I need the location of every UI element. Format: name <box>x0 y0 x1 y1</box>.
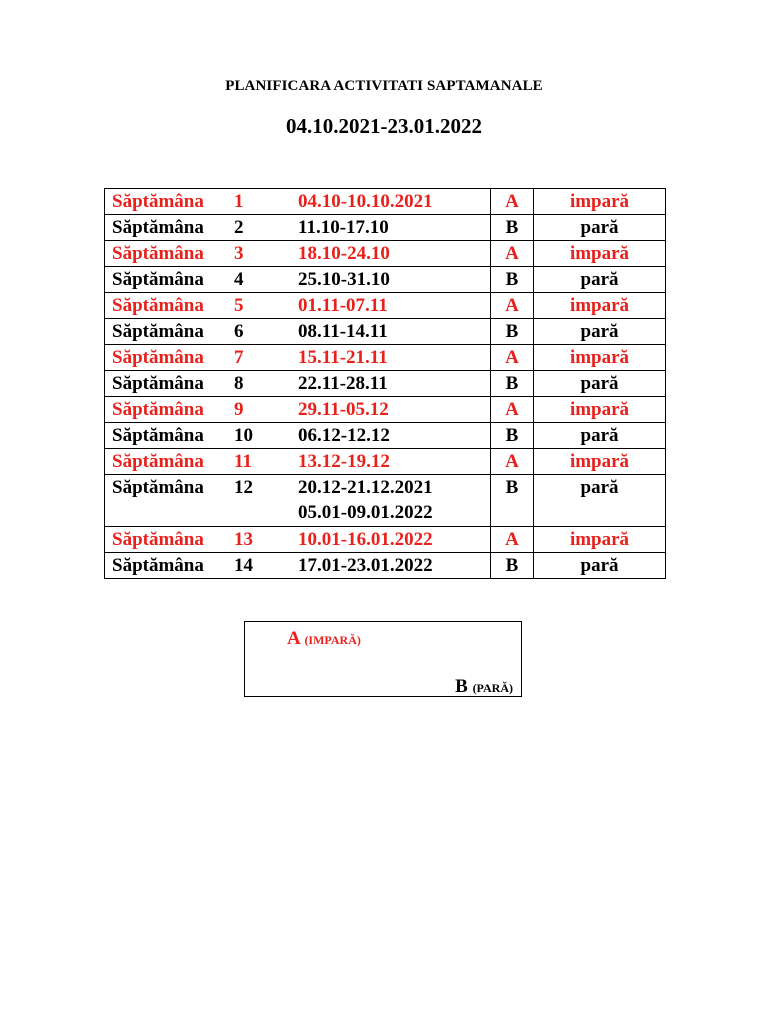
table-row <box>105 319 666 345</box>
week-letter: B <box>491 267 534 293</box>
week-parity: pară <box>534 319 666 345</box>
week-dates <box>298 293 388 318</box>
week-dates <box>298 189 433 214</box>
legend-box <box>244 621 522 697</box>
week-parity: pară <box>534 475 666 527</box>
week-letter: B <box>491 553 534 579</box>
legend-a <box>287 628 361 650</box>
week-dates <box>298 215 389 240</box>
table-row <box>105 423 666 449</box>
week-number: 13 <box>234 529 253 550</box>
week-cell <box>105 345 491 371</box>
week-label: Săptămâna <box>112 347 204 368</box>
week-dates-line: 20.12-21.12.2021 <box>298 477 433 498</box>
week-label: Săptămâna <box>112 191 204 212</box>
week-letter: A <box>491 241 534 267</box>
week-dates-line: 06.12-12.12 <box>298 425 390 446</box>
week-letter: A <box>491 397 534 423</box>
week-label: Săptămâna <box>112 243 204 264</box>
weeks-table-body <box>105 189 666 579</box>
week-number: 14 <box>234 555 253 576</box>
week-letter: A <box>491 189 534 215</box>
week-dates-line: 15.11-21.11 <box>298 347 388 368</box>
period-subtitle: 04.10.2021-23.01.2022 <box>286 114 482 138</box>
week-number: 12 <box>234 477 253 498</box>
week-dates <box>298 241 390 266</box>
legend-b <box>455 676 513 698</box>
week-dates <box>298 527 433 552</box>
week-letter: A <box>491 449 534 475</box>
table-row <box>105 527 666 553</box>
week-label: Săptămâna <box>112 217 204 238</box>
week-number: 3 <box>234 243 244 264</box>
week-parity: impară <box>534 397 666 423</box>
week-number: 6 <box>234 321 244 342</box>
table-row <box>105 215 666 241</box>
week-cell <box>105 267 491 293</box>
week-dates <box>298 267 390 292</box>
week-dates-line: 29.11-05.12 <box>298 399 389 420</box>
week-dates <box>298 449 390 474</box>
week-dates <box>298 319 388 344</box>
week-parity: impară <box>534 345 666 371</box>
week-cell <box>105 215 491 241</box>
legend-b-text: (PARĂ) <box>472 681 513 695</box>
week-cell <box>105 241 491 267</box>
week-number: 1 <box>234 191 244 212</box>
week-dates <box>298 371 388 396</box>
week-letter: B <box>491 319 534 345</box>
week-cell <box>105 553 491 579</box>
week-dates-line: 08.11-14.11 <box>298 321 388 342</box>
legend-b-letter: B <box>455 676 468 697</box>
week-dates-line: 17.01-23.01.2022 <box>298 555 433 576</box>
week-number: 11 <box>234 451 252 472</box>
table-row <box>105 371 666 397</box>
week-letter: B <box>491 423 534 449</box>
week-label: Săptămâna <box>112 425 204 446</box>
week-dates-line: 25.10-31.10 <box>298 269 390 290</box>
week-label: Săptămâna <box>112 399 204 420</box>
week-label: Săptămâna <box>112 555 204 576</box>
week-letter: A <box>491 345 534 371</box>
week-parity: impară <box>534 189 666 215</box>
legend-a-letter: A <box>287 628 300 649</box>
week-cell <box>105 449 491 475</box>
week-letter: A <box>491 527 534 553</box>
week-number: 7 <box>234 347 244 368</box>
week-label: Săptămâna <box>112 321 204 342</box>
week-parity: pară <box>534 267 666 293</box>
week-label: Săptămâna <box>112 269 204 290</box>
week-cell <box>105 423 491 449</box>
table-row <box>105 189 666 215</box>
week-dates-line: 18.10-24.10 <box>298 243 390 264</box>
table-row <box>105 553 666 579</box>
week-dates-line: 11.10-17.10 <box>298 217 389 238</box>
week-cell <box>105 397 491 423</box>
week-parity: pară <box>534 215 666 241</box>
week-label: Săptămâna <box>112 373 204 394</box>
week-number: 5 <box>234 295 244 316</box>
week-cell <box>105 371 491 397</box>
week-parity: impară <box>534 449 666 475</box>
week-label: Săptămâna <box>112 451 204 472</box>
week-parity: pară <box>534 371 666 397</box>
week-label: Săptămâna <box>112 529 204 550</box>
table-row <box>105 293 666 319</box>
table-row <box>105 267 666 293</box>
table-row <box>105 397 666 423</box>
week-label: Săptămâna <box>112 477 204 498</box>
legend-a-text: (IMPARĂ) <box>304 633 361 647</box>
week-dates <box>298 475 433 525</box>
week-number: 10 <box>234 425 253 446</box>
week-dates-line: 04.10-10.10.2021 <box>298 191 433 212</box>
week-parity: impară <box>534 293 666 319</box>
week-dates <box>298 345 388 370</box>
week-dates-line: 13.12-19.12 <box>298 451 390 472</box>
week-cell <box>105 319 491 345</box>
week-parity: impară <box>534 527 666 553</box>
table-row <box>105 475 666 527</box>
week-cell <box>105 475 491 527</box>
table-row <box>105 345 666 371</box>
week-letter: B <box>491 371 534 397</box>
week-letter: B <box>491 215 534 241</box>
week-parity: pară <box>534 553 666 579</box>
week-label: Săptămâna <box>112 295 204 316</box>
week-letter: A <box>491 293 534 319</box>
week-dates-line-2: 05.01-09.01.2022 <box>298 502 433 523</box>
week-dates <box>298 397 389 422</box>
page-title: PLANIFICARA ACTIVITATI SAPTAMANALE <box>225 78 543 94</box>
week-cell <box>105 189 491 215</box>
week-number: 9 <box>234 399 244 420</box>
week-dates <box>298 553 433 578</box>
week-parity: impară <box>534 241 666 267</box>
table-row <box>105 241 666 267</box>
week-dates <box>298 423 390 448</box>
week-cell <box>105 293 491 319</box>
week-number: 4 <box>234 269 244 290</box>
week-dates-line: 22.11-28.11 <box>298 373 388 394</box>
week-number: 2 <box>234 217 244 238</box>
week-number: 8 <box>234 373 244 394</box>
weeks-table <box>104 188 666 579</box>
week-letter: B <box>491 475 534 527</box>
week-dates-line: 01.11-07.11 <box>298 295 388 316</box>
week-dates-line: 10.01-16.01.2022 <box>298 529 433 550</box>
week-cell <box>105 527 491 553</box>
table-row <box>105 449 666 475</box>
week-parity: pară <box>534 423 666 449</box>
